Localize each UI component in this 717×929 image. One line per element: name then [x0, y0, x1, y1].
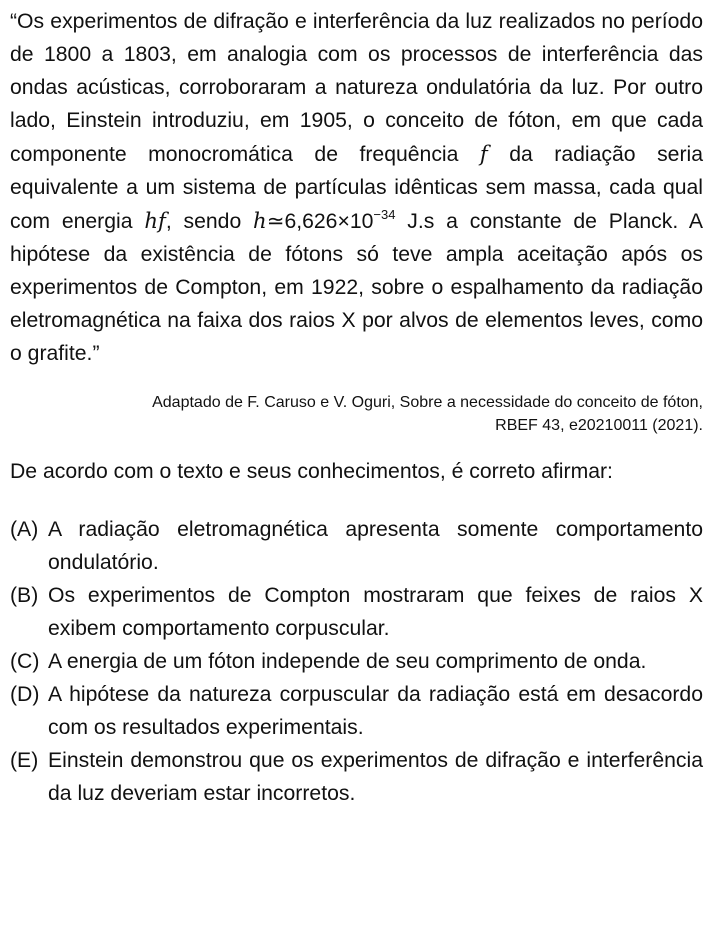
quote-part-3: , sendo: [165, 210, 254, 233]
quote-part-1: “Os experimentos de difração e interferência da luz realizados no período de 1800 a 1803, em analogia com os processos de interferência das ondas acústicas, corroboraram a natureza ondulatória da luz. Por outro lado, Einstein introduziu, em 1905, o conceito de fóton, em que cada componente monocromática de frequência: [10, 10, 703, 166]
option-letter: (E): [10, 749, 39, 772]
quote-part-4: J.s a constante de Planck. A hipótese da existência de fótons só teve ampla aceitação após os experimentos de Compton, em 1922, sobre o espalhamento da radiação eletromagnética na faixa dos raios X por alvos de elementos leves, como o grafite.”: [10, 210, 703, 365]
source-line-2: RBEF 43, e20210011 (2021).: [495, 417, 703, 434]
option-letter: (B): [10, 584, 39, 607]
source-citation: [10, 391, 703, 437]
option-text: A hipótese da natureza corpuscular da radiação está em desacordo com os resultados experimentais.: [48, 683, 703, 739]
source-line-1: Adaptado de F. Caruso e V. Oguri, Sobre a necessidade do conceito de fóton,: [152, 394, 703, 411]
option-letter: (C): [10, 650, 40, 673]
option-c[interactable]: [10, 645, 703, 678]
option-e[interactable]: [10, 744, 703, 810]
option-letter: (D): [10, 683, 40, 706]
option-b[interactable]: [10, 579, 703, 645]
option-d[interactable]: [10, 678, 703, 744]
option-letter: (A): [10, 518, 39, 541]
planck-exponent: −34: [373, 207, 396, 222]
option-text: A radiação eletromagnética apresenta somente comportamento ondulatório.: [48, 518, 703, 574]
planck-value: ≃6,626×10: [266, 210, 374, 233]
option-text: Einstein demonstrou que os experimentos de difração e interferência da luz deveriam estar incorretos.: [48, 749, 703, 805]
energy-symbol: hf: [144, 208, 166, 233]
option-text: Os experimentos de Compton mostraram que feixes de raios X exibem comportamento corpuscular.: [48, 584, 703, 640]
question-prompt: De acordo com o texto e seus conhecimentos, é correto afirmar:: [10, 460, 613, 483]
quoted-text: [10, 5, 703, 370]
option-a[interactable]: [10, 513, 703, 579]
answer-options: [10, 513, 703, 810]
option-text: A energia de um fóton independe de seu comprimento de onda.: [48, 650, 647, 673]
planck-symbol: h: [253, 208, 267, 233]
quote-part-2: da radiação seria equivalente a um sistema de partículas idênticas sem massa, cada qual com energia: [10, 143, 703, 233]
frequency-symbol: f: [479, 141, 488, 166]
